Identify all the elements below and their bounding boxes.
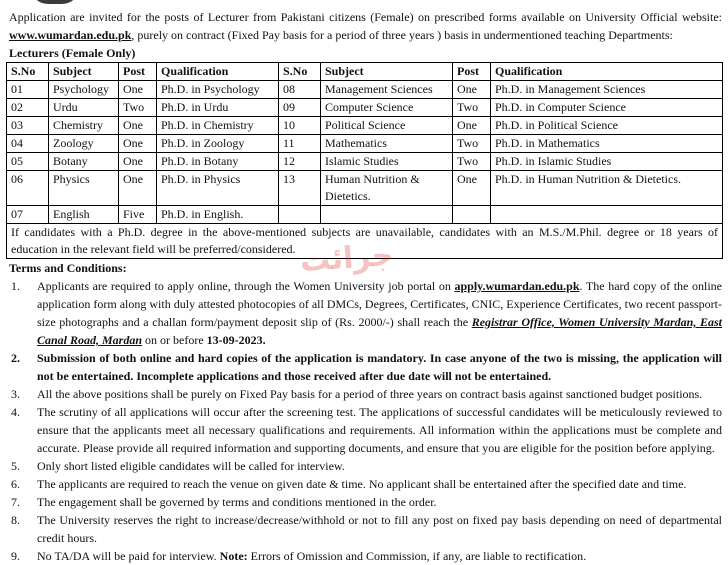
cell-sno: 01 [7,81,49,99]
terms-list [9,277,722,565]
term-item [9,385,722,403]
cell-subject: Chemistry [49,117,119,135]
eligibility-note: If candidates with a Ph.D. degree in the above-mentioned subjects are unavailable, candidates with an M.S./M.Phil. degree or 18 years of education in the relevant field will be preferred/considered. [7,224,723,259]
term-text: The applicants are required to reach the venue on given date & time. No applicant shall be entertained after the specified date and time. [37,477,687,491]
cell-post: Five [119,206,157,224]
term-number: 1. [11,279,20,293]
cell-sno: 12 [279,153,321,171]
header-subject: Subject [321,63,453,81]
cell-post: One [119,153,157,171]
cell-qualification: Ph.D. in Management Sciences [491,81,723,99]
cell-subject: Computer Science [321,99,453,117]
cell-sno: 04 [7,135,49,153]
cell-qualification: Ph.D. in Zoology [157,135,279,153]
section-title: Lecturers (Female Only) [9,46,136,60]
term-text: Errors of Omission and Commission, if any, are liable to rectification. [247,549,587,563]
job-portal-link[interactable]: apply.wumardan.edu.pk [454,279,580,293]
cell-sno: 03 [7,117,49,135]
table-row [7,135,723,153]
cell-qualification: Ph.D. in Physics [157,171,279,206]
term-text: The scrutiny of all applications will occur after the screening test. The applications of successful candidates will be meticulously reviewed to ensure that the applicants meet all necessary qualifications and requirements. All information within the applications must be complete and accurate. Please provide all required information and supporting documents, and ensure that you are eligible for the position before applying. [37,405,722,455]
term-text: . The hard copy of the online application form along with duly attested photocopies of all DMCs, Degrees, Certificates, CNIC, Experience Certificates, two recent passport-size photographs and a challan form/payment deposit slip of (Rs. 2000/-) shall reach the [37,279,722,329]
cell-subject: English [49,206,119,224]
term-text: All the above positions shall be purely on Fixed Pay basis for a period of three years on contract basis against sanctioned budget positions. [37,387,703,401]
header-sno: S.No [279,63,321,81]
header-subject: Subject [49,63,119,81]
cell-subject: Botany [49,153,119,171]
term-number: 6. [11,477,20,491]
header-post: Post [453,63,491,81]
term-number: 7. [11,495,20,509]
term-text: on or before [142,333,207,347]
table-row [7,206,723,224]
cell-post [453,206,491,224]
cell-qualification: Ph.D. in Human Nutrition & Dietetics. [491,171,723,206]
term-item [9,475,722,493]
website-link[interactable]: www.wumardan.edu.pk [9,28,132,42]
term-item [9,493,722,511]
cell-qualification: Ph.D. in Urdu [157,99,279,117]
cell-post: One [119,117,157,135]
cell-subject: Zoology [49,135,119,153]
cell-qualification: Ph.D. in Islamic Studies [491,153,723,171]
cell-sno: 05 [7,153,49,171]
cell-qualification: Ph.D. in Computer Science [491,99,723,117]
term-text: No TA/DA will be paid for interview. [37,549,220,563]
cell-subject: Management Sciences [321,81,453,99]
cell-subject: Political Science [321,117,453,135]
term-number: 8. [11,513,20,527]
term-text: The University reserves the right to increase/decrease/withhold or not to fill any post on fixed pay basis depending on need of departmental credit hours. [37,513,722,545]
note-label: Note: [219,549,248,563]
cell-qualification: Ph.D. in Chemistry [157,117,279,135]
term-text: Applicants are required to apply online, through the Women University job portal on [37,279,455,293]
cell-subject: Urdu [49,99,119,117]
header-post: Post [119,63,157,81]
term-text: The engagement shall be governed by terms and conditions mentioned in the order. [37,495,437,509]
cell-sno: 02 [7,99,49,117]
advertisement [9,8,722,565]
cell-sno: 10 [279,117,321,135]
cell-sno [279,206,321,224]
cell-subject: Islamic Studies [321,153,453,171]
term-number: 3. [11,387,20,401]
term-text: Submission of both online and hard copies of the application is mandatory. In case anyone of the two is missing, the application will not be entertained. Incomplete applications and those received after due date will not be entertained. [37,351,722,383]
term-item [9,457,722,475]
cell-post: One [119,81,157,99]
table-row [7,81,723,99]
header-qualification: Qualification [491,63,723,81]
terms-title: Terms and Conditions: [9,261,127,275]
watermark-logo: جرائت [298,237,395,280]
intro-paragraph [9,8,722,44]
cell-post: One [453,171,491,206]
cell-sno: 13 [279,171,321,206]
table-row [7,99,723,117]
term-number: 5. [11,459,20,473]
table-header-row [7,63,723,81]
term-item [9,511,722,547]
term-item [9,277,722,349]
cell-sno: 07 [7,206,49,224]
cell-sno: 06 [7,171,49,206]
cell-subject: Mathematics [321,135,453,153]
table-row [7,171,723,206]
cell-sno: 11 [279,135,321,153]
cell-subject: Psychology [49,81,119,99]
term-number: 4. [11,405,20,419]
term-item [9,349,722,385]
term-item [9,547,722,565]
cell-post: One [119,171,157,206]
term-number: 9. [11,549,20,563]
cell-qualification: Ph.D. in Political Science [491,117,723,135]
cell-qualification: Ph.D. in Botany [157,153,279,171]
registrar-address: Registrar Office, Women University Mardan, East Canal Road, Mardan [37,315,723,347]
table-row [7,153,723,171]
cell-qualification: Ph.D. in Mathematics [491,135,723,153]
top-decoration [30,0,80,4]
cell-subject: Human Nutrition & Dietetics. [321,171,453,206]
cell-post: Two [453,153,491,171]
cell-post: One [119,135,157,153]
term-text: Only short listed eligible candidates will be called for interview. [37,459,345,473]
cell-qualification: Ph.D. in English. [157,206,279,224]
cell-sno: 09 [279,99,321,117]
cell-post: Two [119,99,157,117]
deadline-date: 13-09-2023. [206,333,266,347]
cell-post: Two [453,99,491,117]
cell-subject: Physics [49,171,119,206]
cell-qualification: Ph.D. in Psychology [157,81,279,99]
cell-subject [321,206,453,224]
table-row [7,117,723,135]
header-qualification: Qualification [157,63,279,81]
cell-post: Two [453,135,491,153]
cell-post: One [453,81,491,99]
header-sno: S.No [7,63,49,81]
intro-text: Application are invited for the posts of Lecturer from Pakistani citizens (Female) on prescribed forms available on University Official website: [9,10,722,24]
cell-post: One [453,117,491,135]
term-number: 2. [11,351,20,365]
posts-table [6,62,723,259]
intro-text-after: , purely on contract (Fixed Pay basis for a period of three years ) basis in undermentioned teaching Departments: [131,28,673,42]
cell-qualification [491,206,723,224]
cell-sno: 08 [279,81,321,99]
term-item [9,403,722,457]
